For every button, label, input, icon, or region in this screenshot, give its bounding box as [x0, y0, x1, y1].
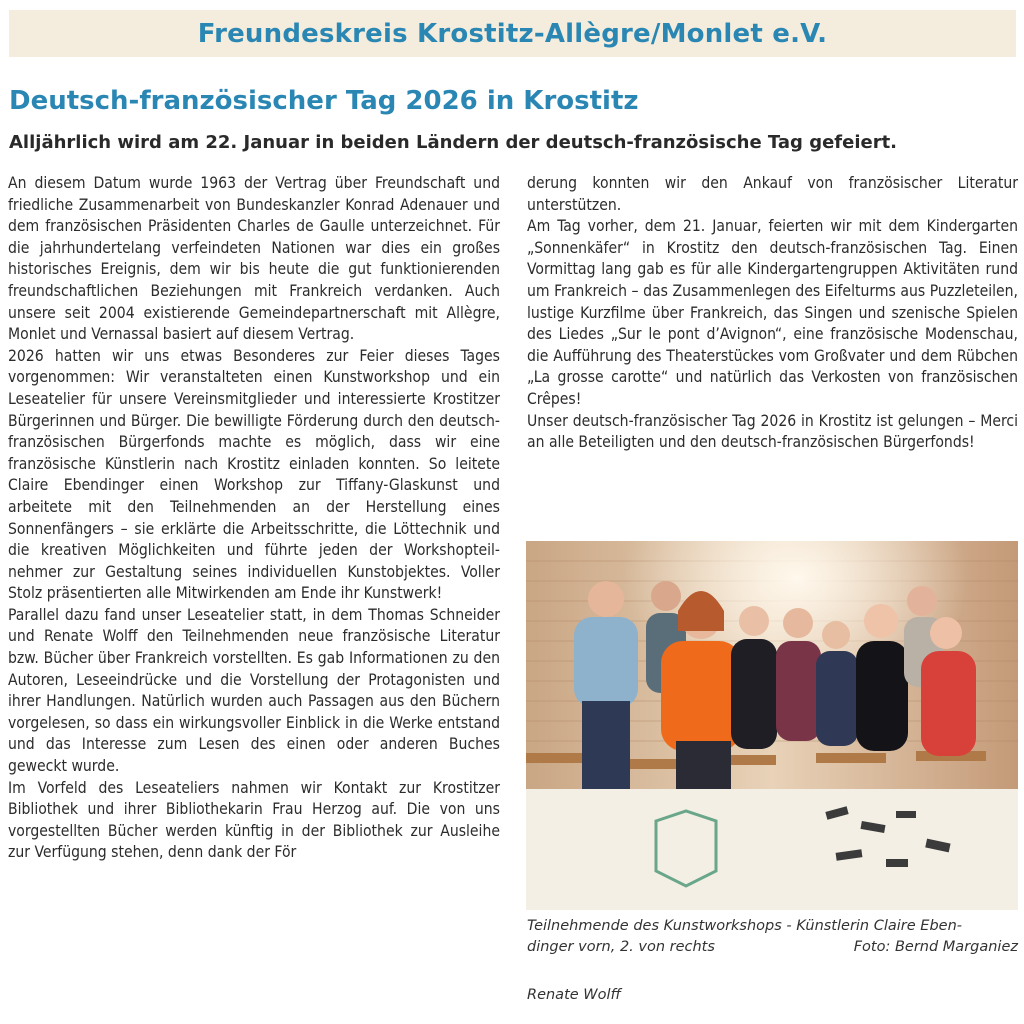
paragraph: Unser deutsch-französischer Tag 2026 in Krostitz ist gelungen – Merci an alle Beteiligten und den deutsch-französischen Bürgerfonds! — [527, 411, 1018, 452]
photo-credit: Foto: Bernd Marganiez — [853, 939, 1018, 955]
group-photo-image — [526, 541, 1018, 910]
paragraph: Im Vorfeld des Leseateliers nahmen wir Kontakt zur Krostitzer Bibliothek und ihrer Bibliothekarin Frau Herzog auf. Die von uns vorgestellten Bücher werden künftig in der Bibliothek zur Ausleihe zur Verfügung stehen, denn dank der För — [8, 778, 500, 862]
header-banner — [9, 10, 1016, 57]
paragraph: An diesem Datum wurde 1963 der Vertrag über Freundschaft und friedliche Zusammenarbeit von Bundeskanzler Konrad Adenauer und dem französischen Präsidenten Charles de Gaulle unterzeichnet. Für die jahrhundertelang verfeindeten Nationen war dies ein großes historisches Ereignis, dem wir bis heute die gut funktionierenden freundschaftlichen Beziehungen mit Frankreich verdanken. Auch unsere seit 2004 existierende Gemeindepartnerschaft mit Allègre, Monlet und Vernassal basiert auf diesem Vertrag. — [8, 174, 500, 344]
paragraph: Parallel dazu fand unser Leseatelier statt, in dem Thomas Schneider und Renate Wolff den Teilnehmenden neue französische Literatur bzw. Bücher über Frankreich vorstellten. Es gab Informationen zu den Autoren, Leseeindrücke und die Vorstellung der Protagonisten und ihrer Handlungen. Natürlich wurden auch Passagen aus den Büchern vorgelesen, so dass ein wirkungsvoller Einblick in die Werke entstand und das Interesse zum Lesen des einen oder anderen Buches geweckt wurde. — [8, 605, 500, 776]
paragraph: 2026 hatten wir uns etwas Besonderes zur Feier dieses Tages vorgenommen: Wir veranstalteten einen Kunstworkshop und ein Leseatelier für unsere Vereinsmitglieder und interessierte Krostitzer Bürgerinnen und Bürger. Die bewilligte Förderung durch den deutsch-französischen Bürgerfonds machte es möglich, dass wir eine französische Künstlerin nach Krostitz einladen konnten. So leitete Claire Ebendinger einen Workshop zur Tiffany-Glaskunst und arbeitete mit den Teilnehmenden an der Herstellung eines Sonnenfängers – sie erklärte die Arbeitsschritte, die Löttechnik und die kreativen Möglichkeiten und führte jeden der Workshopteilnehmer zur Gestaltung seines individuellen Kunstobjektes. Voller Stolz präsentierten alle Mitwirkenden am Ende ihr Kunstwerk! — [8, 346, 500, 603]
article-author: Renate Wolff — [527, 987, 621, 1003]
left-column — [8, 173, 500, 864]
caption-line: dinger vorn, 2. von rechts — [527, 939, 715, 955]
caption-line: Teilnehmende des Kunstworkshops - Künstlerin Claire Eben- — [527, 918, 962, 934]
paragraph: derung konnten wir den Ankauf von französischer Literatur unterstützen. — [527, 174, 1018, 214]
right-column — [527, 173, 1018, 454]
banner-title: Freundeskreis Krostitz-Allègre/Monlet e.V. — [197, 18, 828, 49]
photo-caption — [527, 916, 1018, 958]
article-subheadline: Alljährlich wird am 22. Januar in beiden Ländern der deutsch-französische Tag gefeiert. — [9, 132, 898, 153]
article-headline: Deutsch-französischer Tag 2026 in Krostitz — [9, 86, 639, 116]
paragraph: Am Tag vorher, dem 21. Januar, feierten wir mit dem Kindergarten „Sonnenkäfer“ in Krostitz den deutsch-französischen Tag. Einen Vormittag lang gab es für alle Kindergartengruppen Aktivitäten rund um Frankreich – das Zusammenlegen des Eifelturms aus Puzzleteilen, lustige Kurzfilme über Frankreich, das Singen und szenische Spielen des Liedes „Sur le pont d’Avignon“, eine französische Modenschau, die Aufführung des Theaterstückes vom Großvater und dem Rübchen „La grosse carotte“ und natürlich das Verkosten von französischen Crêpes! — [527, 217, 1018, 408]
